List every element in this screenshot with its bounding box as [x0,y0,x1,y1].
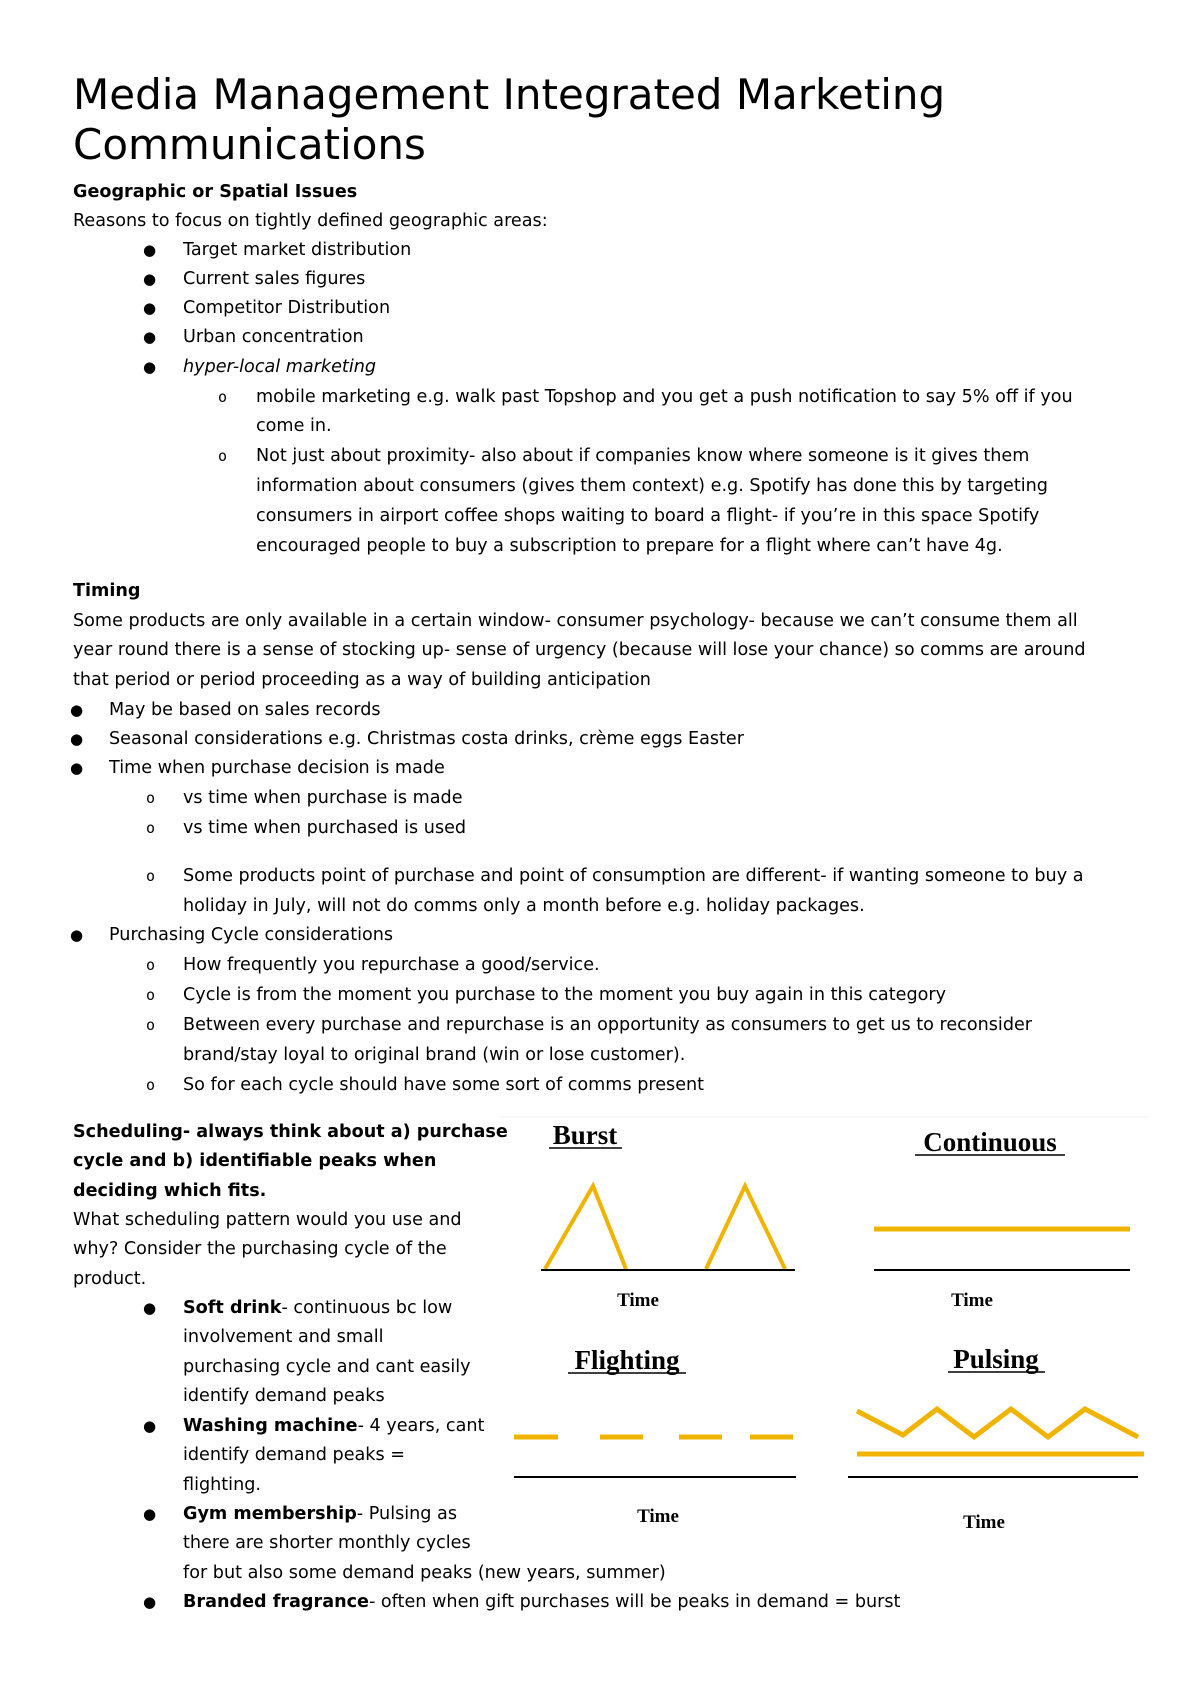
sub-item-line: information about consumers (gives them context) e.g. Spotify has done this by targeting [256,476,1048,496]
sub-item-line: mobile marketing e.g. walk past Topshop and you get a push notification to say 5% off if you [256,387,1073,407]
sub-bullet-icon: o [218,447,228,465]
scheduling-question-line: What scheduling pattern would you use and [73,1210,462,1230]
item-text: - 4 years, cant [357,1416,485,1436]
sub-item-line: holiday in July, will not do comms only a month before e.g. holiday packages. [183,896,865,916]
bullet-icon: ● [143,270,157,288]
bullet-icon: ● [143,1593,157,1611]
list-item-line: purchasing cycle and cant easily [183,1357,471,1377]
sub-bullet-icon: o [146,867,156,885]
sub-item-line: So for each cycle should have some sort of comms present [183,1075,705,1095]
list-item-line: there are shorter monthly cycles [183,1533,471,1553]
timing-paragraph-line: year round there is a sense of stocking up- sense of urgency (because will lose your chance) so comms are around [73,640,1086,660]
list-item: May be based on sales records [109,700,381,720]
page-title: Media Management Integrated Marketing Communications [73,70,946,169]
bullet-icon: ● [70,759,84,777]
bullet-icon: ● [143,1505,157,1523]
list-item: Urban concentration [183,327,364,347]
sub-bullet-icon: o [146,956,156,974]
timing-heading: Timing [73,581,141,601]
list-item: Target market distribution [183,240,412,260]
list-item-line: identify demand peaks = [183,1445,405,1465]
sub-bullet-icon: o [218,388,228,406]
sub-item-line: Some products point of purchase and point of consumption are different- if wanting someone to buy a [183,866,1084,886]
list-item: Time when purchase decision is made [109,758,445,778]
timing-paragraph-line: Some products are only available in a certain window- consumer psychology- because we can’t consume them all [73,611,1078,631]
list-item: hyper-local marketing [183,357,377,377]
sub-item-line: vs time when purchase is made [183,788,463,808]
sub-item-line: How frequently you repurchase a good/service. [183,955,600,975]
list-item: Competitor Distribution [183,298,391,318]
item-label: Soft drink [183,1298,282,1318]
bullet-icon: ● [70,701,84,719]
sub-bullet-icon: o [146,1076,156,1094]
burst-peak-2 [706,1186,785,1269]
scheduling-heading-line: Scheduling- always think about a) purchase [73,1122,508,1142]
sub-item-line: Cycle is from the moment you purchase to the moment you buy again in this category [183,985,947,1005]
sub-item-line: Not just about proximity- also about if companies know where someone is it gives them [256,446,1030,466]
item-text: - continuous bc low [281,1298,453,1318]
burst-time-label: Time [617,1290,659,1311]
item-label: Branded fragrance [183,1592,369,1612]
scheduling-question-line: product. [73,1269,147,1289]
list-item: Purchasing Cycle considerations [109,925,394,945]
list-item: Current sales figures [183,269,366,289]
scheduling-heading-line: deciding which fits. [73,1181,267,1201]
geographic-intro: Reasons to focus on tightly defined geographic areas: [73,211,548,231]
sub-item-line: consumers in airport coffee shops waiting to board a flight- if you’re in this space Spotify [256,506,1040,526]
list-item-line: involvement and small [183,1327,384,1347]
continuous-label: Continuous [923,1127,1057,1157]
list-item: Seasonal considerations e.g. Christmas costa drinks, crème eggs Easter [109,729,744,749]
sub-bullet-icon: o [146,789,156,807]
scheduling-question-line: why? Consider the purchasing cycle of the [73,1239,447,1259]
flighting-time-label: Time [637,1506,679,1527]
bullet-icon: ● [143,1417,157,1435]
timing-paragraph-line: that period or period proceeding as a way of building anticipation [73,670,651,690]
bullet-icon: ● [143,1299,157,1317]
bullet-icon: ● [143,241,157,259]
item-text: - often when gift purchases will be peaks in demand = burst [368,1592,901,1612]
list-item-line: identify demand peaks [183,1386,385,1406]
sub-item-line: Between every purchase and repurchase is an opportunity as consumers to get us to reconsider [183,1015,1033,1035]
bullet-icon: ● [143,358,157,376]
list-item-line: for but also some demand peaks (new years, summer) [183,1563,666,1583]
list-item-line: flighting. [183,1475,261,1495]
sub-item-line: come in. [256,416,332,436]
sub-bullet-icon: o [146,1016,156,1034]
flighting-label: Flighting [574,1345,680,1375]
sub-item-line: encouraged people to buy a subscription to prepare for a flight where can’t have 4g. [256,536,1003,556]
geographic-heading: Geographic or Spatial Issues [73,182,358,202]
scheduling-heading-line: cycle and b) identifiable peaks when [73,1151,437,1171]
bullet-icon: ● [70,926,84,944]
item-text: - Pulsing as [356,1504,457,1524]
burst-peak-1 [545,1186,626,1269]
sub-bullet-icon: o [146,819,156,837]
pulsing-time-label: Time [963,1512,1005,1533]
item-label: Washing machine [183,1416,358,1436]
sub-item-line: vs time when purchased is used [183,818,467,838]
sub-item-line: brand/stay loyal to original brand (win or lose customer). [183,1045,686,1065]
bullet-icon: ● [70,730,84,748]
item-label: Gym membership [183,1504,357,1524]
pulsing-label: Pulsing [953,1344,1039,1374]
continuous-time-label: Time [951,1290,993,1311]
bullet-icon: ● [143,299,157,317]
pulsing-zigzag [857,1409,1138,1437]
bullet-icon: ● [143,328,157,346]
sub-bullet-icon: o [146,986,156,1004]
burst-label: Burst [552,1120,618,1150]
